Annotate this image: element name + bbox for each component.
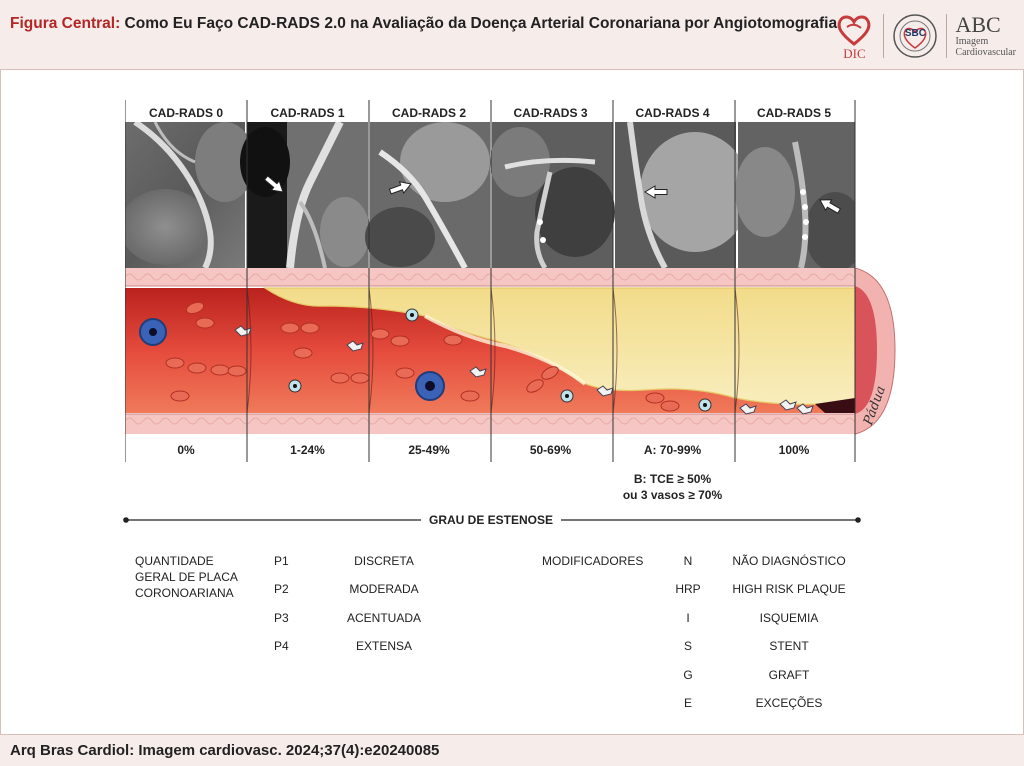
dic-logo-text: DIC bbox=[843, 46, 866, 61]
axis-label: GRAU DE ESTENOSE bbox=[421, 513, 561, 527]
plaque-code: P1 bbox=[274, 554, 289, 568]
abc-logo-line2: Cardiovascular bbox=[955, 47, 1016, 58]
plaque-desc: ACENTUADA bbox=[346, 611, 421, 625]
central-figure bbox=[0, 70, 1024, 734]
modifier-code: HRP bbox=[675, 582, 701, 596]
sbc-logo-text: SBC bbox=[904, 28, 927, 39]
plaque-heading-line: GERAL DE PLACA bbox=[135, 570, 238, 584]
modifiers-heading: MODIFICADORES bbox=[542, 554, 644, 568]
stenosis-percent: 50-69% bbox=[529, 443, 572, 457]
plaque-heading-line: CORONOARIANA bbox=[135, 586, 234, 600]
figure-title-label: Figura Central: bbox=[10, 15, 121, 32]
stenosis-percent: 1-24% bbox=[290, 443, 325, 457]
modifier-code: I bbox=[686, 611, 690, 625]
plaque-code: P4 bbox=[274, 639, 289, 653]
category-label: CAD-RADS 0 bbox=[148, 106, 223, 120]
artist-signature: Pádua bbox=[861, 384, 889, 428]
plaque-desc: DISCRETA bbox=[354, 554, 414, 568]
heart-icon bbox=[833, 10, 875, 50]
abc-logo bbox=[955, 14, 1016, 58]
modifier-desc: HIGH RISK PLAQUE bbox=[732, 582, 846, 596]
category-label: CAD-RADS 1 bbox=[270, 106, 345, 120]
logo-divider bbox=[946, 14, 947, 58]
plaque-code: P3 bbox=[274, 611, 289, 625]
modifier-desc: GRAFT bbox=[768, 668, 810, 682]
abc-logo-title: ABC bbox=[955, 12, 1001, 37]
sbc-logo bbox=[892, 13, 938, 59]
footer-bar bbox=[0, 734, 1024, 766]
modifier-code: E bbox=[683, 696, 692, 710]
logo-divider bbox=[883, 14, 884, 58]
stenosis-percent: 0% bbox=[177, 443, 195, 457]
header-bar bbox=[0, 0, 1024, 70]
modifier-desc: EXCEÇÕES bbox=[755, 696, 823, 710]
plaque-desc: MODERADA bbox=[349, 582, 419, 596]
dic-logo bbox=[833, 10, 875, 62]
category-label: CAD-RADS 3 bbox=[513, 106, 588, 120]
column-dividers bbox=[125, 100, 857, 462]
modifier-code: S bbox=[683, 639, 692, 653]
modifier-desc: ISQUEMIA bbox=[759, 611, 819, 625]
plaque-code: P2 bbox=[274, 582, 289, 596]
category-label: CAD-RADS 5 bbox=[756, 106, 831, 120]
category-label: CAD-RADS 4 bbox=[635, 106, 710, 120]
figure-title-text: Como Eu Faço CAD-RADS 2.0 na Avaliação da Doença Arterial Coronariana por Angiotomografia bbox=[120, 15, 838, 32]
modifier-desc: NÃO DIAGNÓSTICO bbox=[732, 554, 846, 568]
plaque-heading bbox=[135, 553, 255, 601]
cad-rads-4-b-criteria: ou 3 vasos ≥ 70% bbox=[622, 488, 723, 502]
figure-title bbox=[10, 14, 840, 34]
cad-rads-4-b-criteria: B: TCE ≥ 50% bbox=[633, 472, 712, 486]
plaque-desc: EXTENSA bbox=[355, 639, 412, 653]
category-label: CAD-RADS 2 bbox=[391, 106, 466, 120]
stenosis-percent: 25-49% bbox=[408, 443, 450, 457]
modifier-code: G bbox=[683, 668, 693, 682]
modifier-desc: STENT bbox=[769, 639, 809, 653]
logos bbox=[833, 8, 1016, 64]
stenosis-percent: 100% bbox=[778, 443, 810, 457]
stenosis-percent: A: 70-99% bbox=[643, 443, 702, 457]
abc-logo-line1: Imagem bbox=[955, 36, 989, 47]
citation: Arq Bras Cardiol: Imagem cardiovasc. 2024;37(4):e20240085 bbox=[10, 742, 440, 759]
plaque-heading-line: QUANTIDADE bbox=[135, 554, 214, 568]
modifier-code: N bbox=[683, 554, 693, 568]
